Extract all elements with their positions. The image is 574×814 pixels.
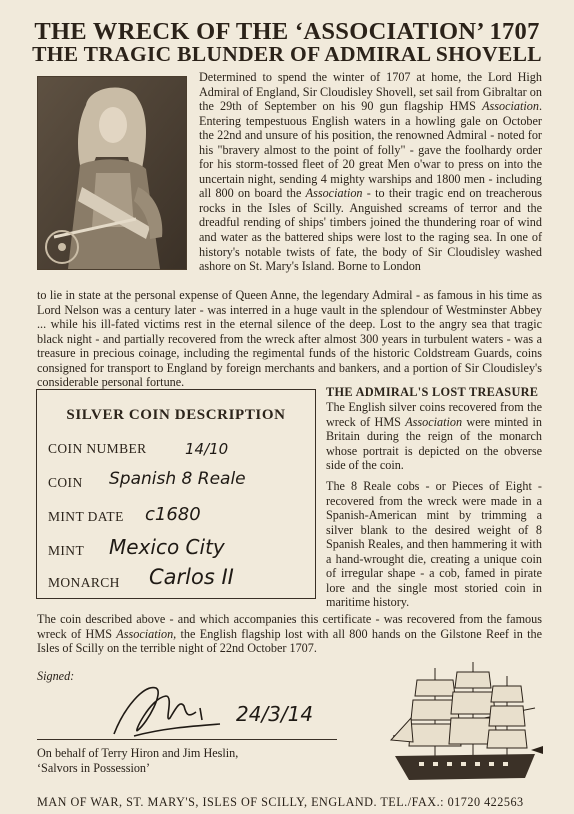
page-subtitle: THE TRAGIC BLUNDER OF ADMIRAL SHOVELL: [32, 42, 542, 66]
coin-value: Spanish 8 Reale: [109, 469, 246, 489]
treasure-text-a: The English silver coins recovered from the wreck of HMS: [326, 400, 542, 429]
treasure-paragraph-2: The 8 Reale cobs - or Pieces of Eight - recovered from the wreck were made in a Spanish-American mint by trimming a silver blank to the desired weight of 8 Spanish Reales, and then hammering it with a hand-wrought die, creating a unique coin of irregular shape - a cob, famed in pirate lore and the single most storied coin in maritime history.: [326, 479, 542, 610]
treasure-text-b: were minted in Britain during the reign of the monarch whose portrait is depicted on the obverse side of the coin.: [326, 414, 542, 473]
sailing-ship-icon: [385, 658, 545, 794]
closing-paragraph: [37, 612, 542, 656]
mint-date-value: c1680: [145, 504, 201, 525]
intro-text-c: - to their tragic end on treacherous rocks in the Isles of Scilly. Anguished screams of terror and the dreadful rending of ships' timbers joined the thundering roar of wind and water as the battered ships were lost to the raging sea. In one of history's notable twists of fate, the body of Sir Cloudisley washed ashore on St. Mary's Island. Borne to London: [199, 186, 542, 274]
intro-text-a: Determined to spend the winter of 1707 at home, the Lord High Admiral of England, Sir Cloudisley Shovell, set sail from Gibraltar on the 29th of September on his 90 gun flagship HMS: [199, 70, 542, 114]
closing-text-b: the English flagship lost with all 800 hands on the Gilstone Reef in the Isles of Scilly on the terrible night of 22nd October 1707.: [37, 626, 542, 656]
behalf-line-1: On behalf of Terry Hiron and Jim Heslin,: [37, 746, 239, 760]
coin-description-title: SILVER COIN DESCRIPTION: [66, 407, 286, 423]
signature-line: [37, 739, 337, 740]
intro-text-b: . Entering tempestuous English waters in a howling gale on October the 22nd and unsure of his position, the renowned Admiral - noted for his "bravery almost to the point of folly" - gave the foolhardy order for his storm-tossed fleet of 20 great Men o'war to press on into the uncertain night, sending 4 mighty warships and 1800 men - including all 800 on board the: [199, 99, 542, 201]
intro-ship-name: Association: [482, 99, 539, 114]
mint-date-label: MINT DATE: [48, 509, 124, 524]
treasure-paragraph-1: [326, 400, 542, 473]
coin-number-value: 14/10: [185, 440, 229, 458]
treasure-heading: THE ADMIRAL'S LOST TREASURE: [326, 385, 539, 399]
intro-ship-name-2: Association: [305, 186, 363, 201]
footer-address: MAN OF WAR, ST. MARY'S, ISLES OF SCILLY, ENGLAND. TEL./FAX.: 01720 422563: [37, 795, 524, 809]
signature-image: [104, 678, 224, 740]
page-title: THE WRECK OF THE ‘ASSOCIATION’ 1707: [34, 18, 540, 45]
signature-date: 24/3/14: [236, 702, 314, 726]
closing-text-a: The coin described above - and which accompanies this certificate - was recovered from the famous wreck of HMS: [37, 612, 542, 641]
mint-value: Mexico City: [109, 535, 225, 559]
admiral-portrait-image: [37, 76, 187, 270]
monarch-label: MONARCH: [48, 575, 120, 590]
treasure-ship-name: Association: [405, 414, 463, 429]
intro-paragraph-continued: [37, 288, 542, 390]
coin-description-box: [36, 389, 316, 599]
coin-label: COIN: [48, 475, 83, 490]
intro-text-d: to lie in state at the personal expense of Queen Anne, the legendary Admiral - as famous in his time as Lord Nelson was a century later - was interred in a huge vault in the splendour of Westminster Abbey ... while his ill-fated victims rest in the eternal silence of the deep. Lost to the angry sea that tragic black night - and partially recovered from the wreck after almost 300 years in turbulent waters - was a treasure in precious coinage, including the regimental funds of the historic Coldstream Guards, coins consigned for transport to England by foreign merchants and bankers, and a portion of Sir Cloudisley's considerable personal fortune.: [37, 288, 542, 390]
signed-label: Signed:: [37, 669, 75, 683]
salvors-note: [37, 746, 238, 776]
coin-number-label: COIN NUMBER: [48, 441, 147, 456]
closing-ship-name: Association,: [116, 626, 177, 641]
intro-paragraph: [199, 70, 542, 274]
monarch-value: Carlos II: [149, 565, 234, 589]
mint-label: MINT: [48, 543, 85, 558]
behalf-line-2: ‘Salvors in Possession’: [37, 761, 151, 775]
